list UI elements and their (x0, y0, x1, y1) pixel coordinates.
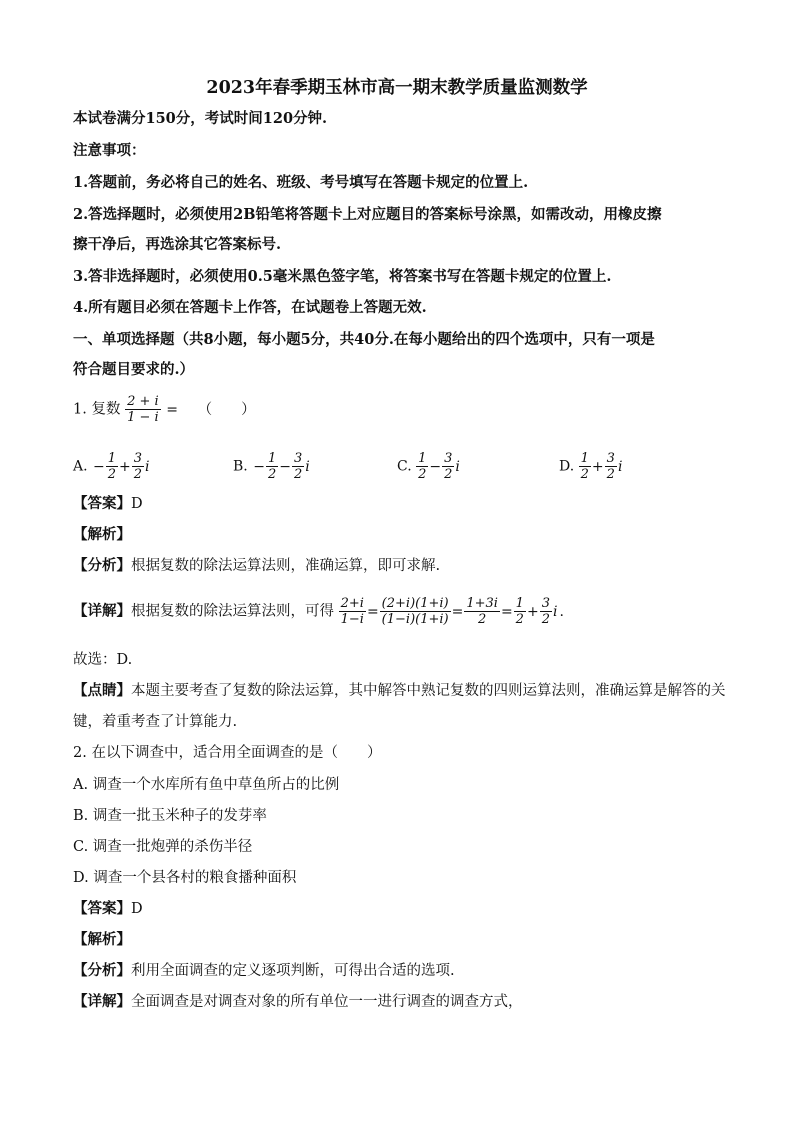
q1-choose: 故选：D. (73, 652, 133, 668)
solution-step-2: $\frac{(2+i)(1+i)}{(1-i)(1+i)}$ (381, 596, 449, 627)
q2-answer: 【答案】D (73, 900, 143, 917)
question-2-stem: 2. 在以下调查中，适合用全面调查的是（ ） (73, 745, 382, 761)
solution-step-4b: $\frac{3}{2}$ (541, 596, 550, 627)
q2-analysis-tag: 【解析】 (73, 931, 131, 948)
q1-frac-den: 1 − i (127, 410, 159, 425)
notice-item: 4.所有题目必须在答题卡上作答，在试题卷上答题无效. (73, 299, 427, 316)
solution-step-1: $\frac{2+i}{1-i}$ (340, 596, 364, 627)
q1-option-a: A. − $\frac{1}{2}$ + $\frac{3}{2}$ i (73, 451, 150, 482)
q1-frac-num: 2 + i (127, 394, 159, 409)
q1-fenxi: 【分析】根据复数的除法运算法则，准确运算，即可求解. (73, 557, 441, 574)
notice-heading: 注意事项： (73, 142, 146, 159)
q2-option-a: A. 调查一个水库所有鱼中草鱼所占的比例 (73, 777, 340, 793)
q1-eq: = (166, 401, 178, 418)
notice-item: 2.答选择题时，必须使用2B铅笔将答题卡上对应题目的答案标号涂黑，如需改动，用橡皮擦 (73, 206, 662, 223)
q1-prefix: 1. 复数 (73, 401, 121, 418)
section-heading: 一、单项选择题（共8小题，每小题5分，共40分.在每小题给出的四个选项中，只有一项是 (73, 331, 655, 348)
solution-step-4a: $\frac{1}{2}$ (515, 596, 524, 627)
q1-answer: 【答案】D (73, 495, 143, 512)
q2-fenxi: 【分析】利用全面调查的定义逐项判断，可得出合适的选项. (73, 962, 455, 979)
q1-dianjing-cont: 键，着重考查了计算能力. (73, 714, 238, 730)
q1-xiangjie: 【详解】根据复数的除法运算法则，可得 $\frac{2+i}{1-i}$ = $\frac{(2+i)(1+i)}{(1-i)(1+i)}$ = $\frac{1+3i}{2}$ = $\frac{1}{2}$ + $\frac{3}{2}$ i . (73, 596, 564, 627)
notice-item: 擦干净后，再选涂其它答案标号. (73, 236, 282, 253)
q2-option-c: C. 调查一批炮弹的杀伤半径 (73, 839, 253, 855)
q1-option-d: D. $\frac{1}{2}$ + $\frac{3}{2}$ i (559, 451, 623, 482)
notice-item: 3.答非选择题时，必须使用0.5毫米黑色签字笔，将答案书写在答题卡规定的位置上. (73, 268, 612, 285)
q2-xiangjie: 【详解】全面调查是对调查对象的所有单位一一进行调查的调查方式， (73, 993, 523, 1010)
notice-item: 1.答题前，务必将自己的姓名、班级、考号填写在答题卡规定的位置上. (73, 174, 529, 191)
page-title: 2023年春季期玉林市高一期末教学质量监测数学 (206, 78, 588, 98)
q1-option-b: B. − $\frac{1}{2}$ − $\frac{3}{2}$ i (233, 451, 310, 482)
q1-option-c: C. $\frac{1}{2}$ − $\frac{3}{2}$ i (397, 451, 460, 482)
exam-intro: 本试卷满分150分，考试时间120分钟. (73, 110, 328, 127)
question-1-stem (73, 394, 256, 425)
solution-step-3: $\frac{1+3i}{2}$ (466, 596, 498, 627)
q1-analysis-tag: 【解析】 (73, 526, 131, 543)
q2-option-b: B. 调查一批玉米种子的发芽率 (73, 808, 267, 824)
q1-fraction (125, 394, 161, 425)
section-heading: 符合题目要求的.） (73, 361, 195, 378)
q1-dianjing: 【点睛】本题主要考查了复数的除法运算，其中解答中熟记复数的四则运算法则，准确运算是解答的关 (73, 682, 726, 699)
q1-paren: （ ） (197, 401, 256, 418)
q2-option-d: D. 调查一个县各村的粮食播种面积 (73, 870, 297, 886)
